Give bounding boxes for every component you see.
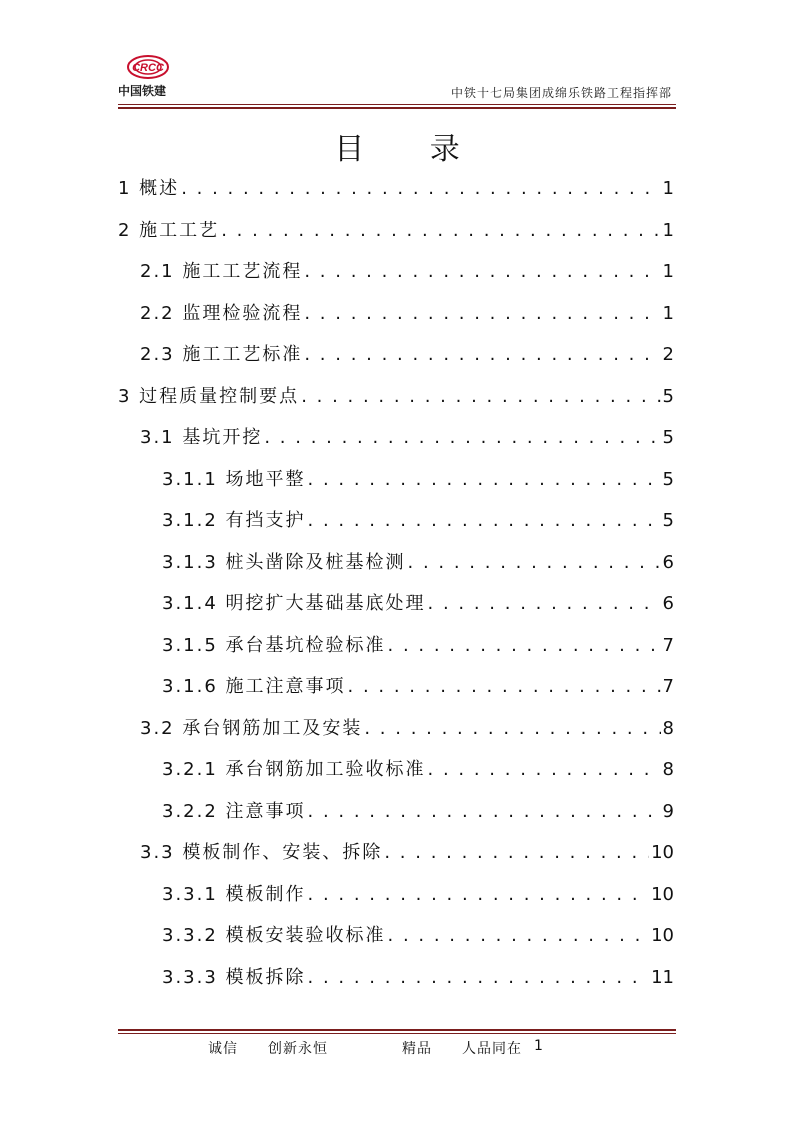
toc-entry-page: 5 xyxy=(662,468,674,490)
toc-entry-page: 9 xyxy=(662,800,674,822)
toc-entry-label: 3.1.1 场地平整 xyxy=(162,468,306,490)
toc-entry[interactable] xyxy=(118,247,674,283)
toc-dot-leader xyxy=(428,593,661,615)
toc-entry[interactable] xyxy=(118,289,674,325)
footer-slogan-left: 诚信 创新永恒 xyxy=(208,1041,328,1057)
toc-entry[interactable] xyxy=(118,164,674,200)
toc-entry-page: 1 xyxy=(662,178,674,199)
header-divider-thin xyxy=(118,104,676,105)
toc-dot-leader xyxy=(408,552,661,574)
toc-dot-leader xyxy=(221,220,660,242)
organization-name: 中铁十七局集团成绵乐铁路工程指挥部 xyxy=(450,86,672,100)
toc-entry-page: 6 xyxy=(662,551,674,573)
toc-entry-page: 8 xyxy=(662,717,674,739)
footer-page-number: 1 xyxy=(534,1038,544,1054)
toc-dot-leader xyxy=(304,261,660,283)
toc-entry[interactable] xyxy=(118,828,674,864)
page-title: 目 录 xyxy=(334,132,488,167)
toc-entry[interactable] xyxy=(118,911,674,947)
toc-entry[interactable] xyxy=(118,206,674,242)
toc-dot-leader xyxy=(384,842,649,864)
logo-mark-text: CRCC xyxy=(132,62,164,74)
toc-dot-leader xyxy=(348,676,661,698)
toc-entry[interactable] xyxy=(118,787,674,823)
toc-entry[interactable] xyxy=(118,455,674,491)
toc-entry[interactable] xyxy=(118,662,674,698)
toc-dot-leader xyxy=(308,801,661,823)
toc-entry-page: 5 xyxy=(662,385,674,407)
toc-dot-leader xyxy=(181,178,660,200)
toc-entry-label: 3.3.2 模板安装验收标准 xyxy=(162,925,386,946)
toc-entry-label: 3.2.2 注意事项 xyxy=(162,800,306,822)
toc-entry-label: 3.1.2 有挡支护 xyxy=(162,510,306,531)
toc-entry-label: 3.3 模板制作、安装、拆除 xyxy=(140,842,383,863)
toc-entry[interactable] xyxy=(118,538,674,574)
toc-entry-label: 3.2.1 承台钢筋加工验收标准 xyxy=(162,759,426,780)
toc-entry[interactable] xyxy=(118,330,674,366)
footer-slogan-right: 精品 人品同在 xyxy=(402,1041,522,1057)
toc-entry-page: 5 xyxy=(662,510,674,531)
toc-entry-label: 3.1.4 明挖扩大基础基底处理 xyxy=(162,593,426,614)
toc-entry-page: 8 xyxy=(662,759,674,780)
toc-entry[interactable] xyxy=(118,413,674,449)
toc-entry-page: 1 xyxy=(662,302,674,324)
toc-entry[interactable] xyxy=(118,745,674,781)
toc-entry-page: 10 xyxy=(651,925,674,946)
toc-entry[interactable] xyxy=(118,496,674,532)
toc-dot-leader xyxy=(308,884,650,906)
toc-entry-label: 2.3 施工工艺标准 xyxy=(140,344,303,365)
toc-dot-leader xyxy=(388,925,650,947)
toc-dot-leader xyxy=(304,344,660,366)
toc-entry[interactable] xyxy=(118,579,674,615)
toc-entry-label: 3 过程质量控制要点 xyxy=(118,385,300,407)
toc-entry-label: 2.2 监理检验流程 xyxy=(140,302,303,324)
toc-dot-leader xyxy=(388,635,661,657)
toc-dot-leader xyxy=(428,759,661,781)
footer-divider-thin xyxy=(118,1033,676,1034)
toc-dot-leader xyxy=(301,386,660,408)
toc-entry-label: 3.2 承台钢筋加工及安装 xyxy=(140,717,363,739)
toc-entry[interactable] xyxy=(118,704,674,740)
toc-entry-label: 3.3.1 模板制作 xyxy=(162,883,306,905)
toc-entry-page: 2 xyxy=(662,344,674,365)
toc-entry-label: 3.1.5 承台基坑检验标准 xyxy=(162,634,386,656)
toc-dot-leader xyxy=(264,427,660,449)
toc-dot-leader xyxy=(364,718,660,740)
toc-entry-label: 3.1.6 施工注意事项 xyxy=(162,676,346,697)
toc-entry-page: 1 xyxy=(662,219,674,241)
toc-entry-page: 7 xyxy=(662,634,674,656)
toc-entry-label: 2 施工工艺 xyxy=(118,219,220,241)
page-header xyxy=(118,50,676,110)
crcc-logo-icon xyxy=(126,54,170,84)
toc-entry[interactable] xyxy=(118,621,674,657)
toc-dot-leader xyxy=(308,510,661,532)
logo-text: 中国铁建 xyxy=(118,84,167,98)
toc-entry-label: 2.1 施工工艺流程 xyxy=(140,261,303,282)
toc-entry-page: 1 xyxy=(662,261,674,282)
toc-entry[interactable] xyxy=(118,953,674,989)
toc-entry-page: 7 xyxy=(662,676,674,697)
toc-dot-leader xyxy=(308,469,661,491)
toc-entry-page: 6 xyxy=(662,593,674,614)
toc-entry-page: 10 xyxy=(651,883,674,905)
footer-divider-thick xyxy=(118,1029,676,1031)
toc-entry-page: 11 xyxy=(651,966,674,988)
toc-entry-page: 5 xyxy=(662,427,674,448)
toc-entry-label: 3.3.3 模板拆除 xyxy=(162,966,306,988)
header-divider-thick xyxy=(118,107,676,109)
crcc-logo xyxy=(118,50,178,98)
toc-entry-label: 1 概述 xyxy=(118,178,180,199)
toc-dot-leader xyxy=(308,967,650,989)
toc-entry[interactable] xyxy=(118,870,674,906)
toc-entry-page: 10 xyxy=(651,842,674,863)
toc-entry-label: 3.1 基坑开挖 xyxy=(140,427,263,448)
toc-dot-leader xyxy=(304,303,660,325)
toc-entry-label: 3.1.3 桩头凿除及桩基检测 xyxy=(162,551,406,573)
toc-entry[interactable] xyxy=(118,372,674,408)
